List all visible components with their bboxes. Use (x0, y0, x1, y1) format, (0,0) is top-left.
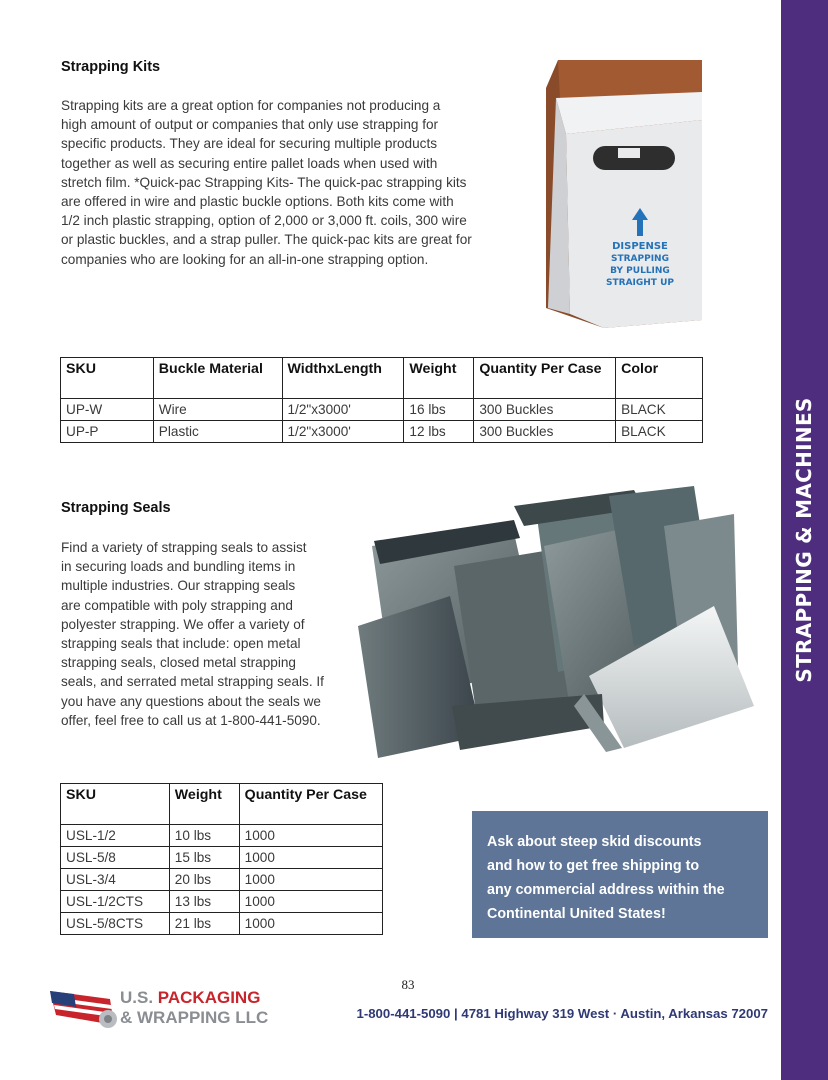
table-cell: BLACK (616, 399, 703, 421)
flag-roll-icon (48, 985, 118, 1033)
box-label-line-4: STRAIGHT UP (606, 278, 674, 288)
strapping-seals-heading: Strapping Seals (61, 500, 171, 516)
table-header-row (61, 358, 703, 399)
callout-line: Ask about steep skid discounts (487, 834, 702, 850)
table-row (61, 869, 383, 891)
section-side-label: STRAPPING & MACHINES (792, 397, 816, 683)
table-cell: 1/2"x3000' (282, 399, 404, 421)
column-header: Weight (404, 358, 474, 399)
column-header: WidthxLength (282, 358, 404, 399)
column-header: Quantity Per Case (474, 358, 616, 399)
page-number: 83 (401, 977, 415, 992)
table-cell: 16 lbs (404, 399, 474, 421)
column-header: Buckle Material (153, 358, 282, 399)
table-cell: 300 Buckles (474, 399, 616, 421)
strapping-kit-box-image (538, 58, 712, 330)
table-cell: 15 lbs (169, 847, 239, 869)
table-cell: Plastic (153, 421, 282, 443)
table-cell: Wire (153, 399, 282, 421)
column-header: Quantity Per Case (239, 784, 382, 825)
footer-contact-info: 1-800-441-5090 | 4781 Highway 319 West · Austin, Arkansas 72007 (356, 1006, 768, 1021)
table-row (61, 891, 383, 913)
table-cell: 1000 (239, 869, 382, 891)
box-label-line-2: STRAPPING (611, 254, 669, 264)
strapping-kits-description: Strapping kits are a great option for companies not producing a high amount of output or companies that only use strapping for specific products. They are ideal for securing multiple products together as well as securing entire pallet loads when used with stretch film. *Quick-pac Strapping Kits- The quick-pac strapping kits are offered in wire and plastic buckle options. Both kits come with 1/2 inch plastic strapping, option of 2,000 or 3,000 ft. coils, 300 wire or plastic buckles, and a strap puller. The quick-pac kits are great for companies who are looking for an all-in-one strapping option. (61, 98, 472, 267)
table-row (61, 847, 383, 869)
table-cell: 13 lbs (169, 891, 239, 913)
table-cell: USL-5/8CTS (61, 913, 170, 935)
strapping-seals-description: Find a variety of strapping seals to assist in securing loads and bundling items in multiple industries. Our strapping seals are compatible with poly strapping and polyester strapping. We offer a variety of strapping seals that include: open metal strapping seals, closed metal strapping seals, and serrated metal strapping seals. If you have any questions about the seals we offer, feel free to call us at 1-800-441-5090. (61, 540, 324, 728)
table-cell: 300 Buckles (474, 421, 616, 443)
column-header: Weight (169, 784, 239, 825)
skid-discount-callout (472, 811, 768, 938)
strapping-kits-heading: Strapping Kits (61, 59, 161, 75)
company-logo (48, 985, 278, 1035)
table-row (61, 399, 703, 421)
logo-line-1: U.S. PACKAGING (120, 988, 261, 1007)
table-row (61, 913, 383, 935)
table-cell: 1000 (239, 891, 382, 913)
table-cell: 20 lbs (169, 869, 239, 891)
table-header-row (61, 784, 383, 825)
box-label-line-3: BY PULLING (610, 266, 670, 276)
strapping-seals-image (354, 486, 774, 778)
callout-line: Continental United States! (487, 906, 666, 922)
table-cell: 10 lbs (169, 825, 239, 847)
table-cell: USL-1/2 (61, 825, 170, 847)
strapping-seals-table (60, 783, 383, 935)
table-row (61, 825, 383, 847)
column-header: Color (616, 358, 703, 399)
table-cell: USL-3/4 (61, 869, 170, 891)
table-row (61, 421, 703, 443)
callout-line: and how to get free shipping to (487, 858, 700, 874)
table-cell: 1000 (239, 847, 382, 869)
table-cell: 1000 (239, 913, 382, 935)
table-cell: 21 lbs (169, 913, 239, 935)
table-cell: BLACK (616, 421, 703, 443)
box-label-line-1: DISPENSE (612, 241, 668, 252)
table-cell: 12 lbs (404, 421, 474, 443)
strapping-kits-table (60, 357, 703, 443)
table-cell: USL-5/8 (61, 847, 170, 869)
table-cell: UP-P (61, 421, 154, 443)
column-header: SKU (61, 784, 170, 825)
logo-line-2: & WRAPPING LLC (120, 1008, 269, 1027)
table-cell: USL-1/2CTS (61, 891, 170, 913)
callout-line: any commercial address within the (487, 882, 725, 898)
table-cell: 1/2"x3000' (282, 421, 404, 443)
table-cell: UP-W (61, 399, 154, 421)
column-header: SKU (61, 358, 154, 399)
table-cell: 1000 (239, 825, 382, 847)
